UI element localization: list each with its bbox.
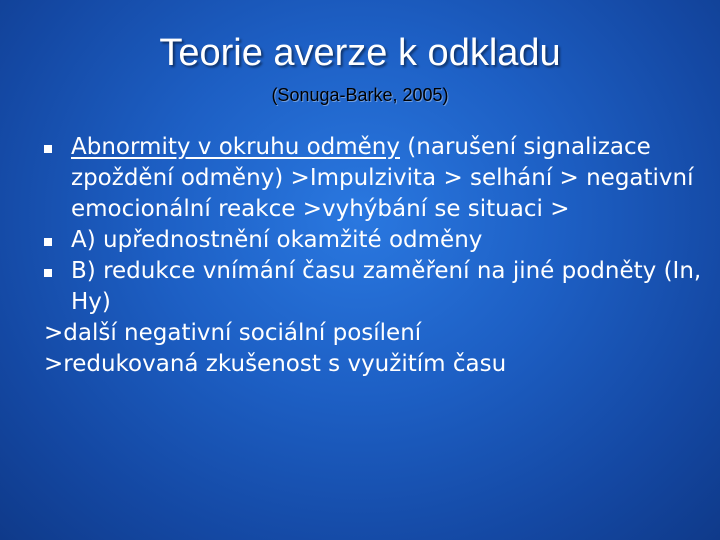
- slide-body: [44, 132, 704, 380]
- continuation-line: >další negativní sociální posílení: [44, 320, 422, 346]
- slide-subtitle: (Sonuga-Barke, 2005): [271, 85, 449, 105]
- underlined-phrase: Abnormity v okruhu odměny: [71, 134, 400, 160]
- square-bullet-icon: [44, 145, 52, 153]
- bullet-text: (narušení signalizace zpoždění odměny) >Impulzivita > selhání > negativní emocionální reakce >vyhýbání se situaci >: [71, 134, 694, 222]
- square-bullet-icon: [44, 269, 52, 277]
- bullet-item: [44, 256, 704, 318]
- bullet-text: A) upřednostnění okamžité odměny: [71, 227, 483, 253]
- bullet-item: [44, 132, 704, 225]
- continuation-line: >redukovaná zkušenost s využitím času: [44, 351, 507, 377]
- slide-title: Teorie averze k odkladu: [159, 32, 561, 74]
- bullet-text: B) redukce vnímání času zaměření na jiné podněty (In, Hy): [71, 258, 702, 315]
- bullet-item: [44, 225, 704, 256]
- square-bullet-icon: [44, 238, 52, 246]
